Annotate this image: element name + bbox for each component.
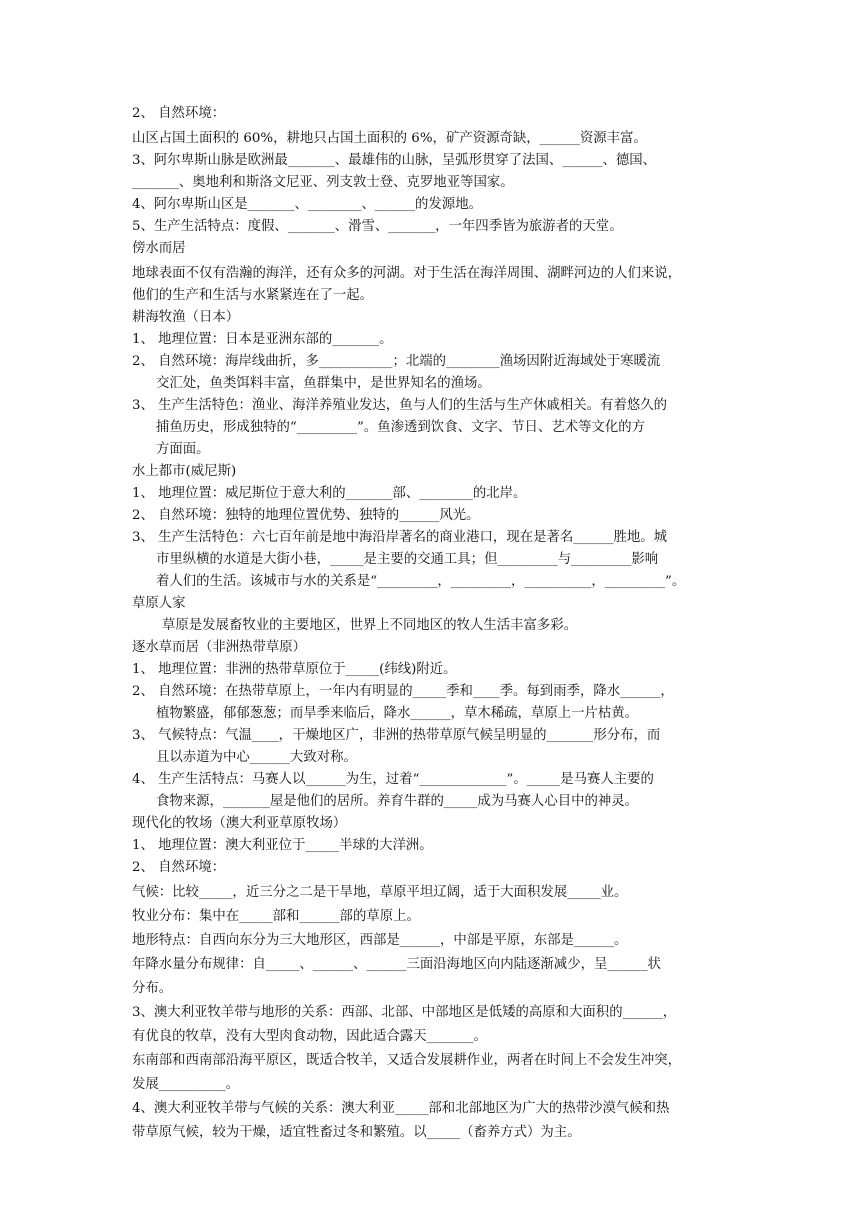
text-line: _______、奥地利和斯洛文尼亚、列支敦士登、克罗地亚等国家。 xyxy=(132,175,514,190)
text-line: 2、 自然环境： xyxy=(132,106,226,121)
text-line: 且以赤道为中心______大致对称。 xyxy=(156,750,357,765)
text-line: 2、 自然环境： xyxy=(132,860,226,875)
text-line: 5、生产生活特点：度假、_______、滑雪、_______，一年四季皆为旅游者的天堂。 xyxy=(132,219,623,234)
section-heading: 傍水而居 xyxy=(132,241,186,256)
subsection-heading: 水上都市(威尼斯) xyxy=(132,464,237,479)
text-line: 3、阿尔卑斯山脉是欧洲最_______、最雄伟的山脉，呈弧形贯穿了法国、______、德国、 xyxy=(132,153,657,168)
subsection-heading: 逐水草而居（非洲热带草原） xyxy=(132,640,307,655)
text-line: 发展__________。 xyxy=(132,1077,240,1092)
text-line: 1、 地理位置：日本是亚洲东部的_______。 xyxy=(132,332,393,347)
text-line: 2、 自然环境：独特的地理位置优势、独特的______风光。 xyxy=(132,508,480,523)
text-line: 2、 自然环境：在热带草原上，一年内有明显的_____季和____季。每到雨季，降水______， xyxy=(132,684,674,699)
text-line: 市里纵横的水道是大街小巷，_____是主要的交通工具；但_________与_________影响 xyxy=(156,552,659,567)
text-line: 东南部和西南部沿海平原区，既适合牧羊，又适合发展耕作业，两者在时间上不会发生冲突， xyxy=(132,1053,682,1068)
text-line: 地形特点：自西向东分为三大地形区，西部是______，中部是平原，东部是______。 xyxy=(132,933,628,948)
text-line: 他们的生产和生活与水紧紧连在了一起。 xyxy=(132,288,374,303)
text-line: 方面面。 xyxy=(156,442,210,457)
text-line: 4、阿尔卑斯山区是_______、________、______的发源地。 xyxy=(132,197,482,212)
text-line: 1、 地理位置：澳大利亚位于_____半球的大洋洲。 xyxy=(132,838,433,853)
text-line: 2、 自然环境：海岸线曲折，多___________；北端的________渔场因附近海域处于寒暖流 xyxy=(132,354,661,369)
text-line: 地球表面不仅有浩瀚的海洋，还有众多的河湖。对于生活在海洋周围、湖畔河边的人们来说， xyxy=(132,266,682,281)
text-line: 4、澳大利亚牧羊带与气候的关系：澳大利亚_____部和北部地区为广大的热带沙漠气候和热 xyxy=(132,1101,670,1116)
text-line: 交汇处，鱼类饵料丰富，鱼群集中，是世界知名的渔场。 xyxy=(156,376,491,391)
text-line: 4、 生产生活特点：马赛人以______为生，过着“_____________”。_____是马赛人主要的 xyxy=(132,772,654,787)
text-line: 3、 生产生活特色：六七百年前是地中海沿岸著名的商业港口，现在是著名______胜地。城 xyxy=(132,530,668,545)
text-line: 气候：比较_____，近三分之二是干旱地，草原平坦辽阔，适于大面积发展_____业。 xyxy=(132,885,628,900)
text-line: 有优良的牧草，没有大型肉食动物，因此适合露天_______。 xyxy=(132,1029,487,1044)
text-line: 山区占国土面积的 60%，耕地只占国土面积的 6%，矿产资源奇缺，______资源丰富。 xyxy=(132,131,647,146)
text-line: 草原是发展畜牧业的主要地区，世界上不同地区的牧人生活丰富多彩。 xyxy=(162,618,578,633)
text-line: 1、 地理位置：非洲的热带草原位于_____(纬线)附近。 xyxy=(132,662,457,677)
subsection-heading: 现代化的牧场（澳大利亚草原牧场） xyxy=(132,816,347,831)
text-line: 着人们的生活。该城市与水的关系是“_________，_________，__________，_________”。 xyxy=(156,574,686,589)
text-line: 食物来源，_______屋是他们的居所。养育牛群的_____成为马赛人心目中的神灵。 xyxy=(156,794,639,809)
text-line: 分布。 xyxy=(132,981,173,996)
text-line: 年降水量分布规律：自_____、______、______三面沿海地区向内陆逐渐减少，呈______状 xyxy=(132,957,661,972)
text-line: 3、澳大利亚牧羊带与地形的关系：西部、北部、中部地区是低矮的高原和大面积的______， xyxy=(132,1005,677,1020)
text-line: 1、 地理位置：威尼斯位于意大利的_______部、________的北岸。 xyxy=(132,486,527,501)
text-line: 捕鱼历史，形成独特的“_________”。鱼渗透到饮食、文字、节日、艺术等文化的方 xyxy=(156,420,646,435)
text-line: 牧业分布：集中在_____部和______部的草原上。 xyxy=(132,909,420,924)
text-line: 带草原气候，较为干燥，适宜牲畜过冬和繁殖。以_____（畜养方式）为主。 xyxy=(132,1125,581,1140)
section-heading: 草原人家 xyxy=(132,596,186,611)
subsection-heading: 耕海牧渔（日本） xyxy=(132,310,240,325)
text-line: 植物繁盛，郁郁葱葱；而旱季来临后，降水______，草木稀疏，草原上一片枯黄。 xyxy=(156,706,639,721)
text-line: 3、 气候特点：气温____，干燥地区广，非洲的热带草原气候呈明显的_______形分布，而 xyxy=(132,728,661,743)
text-line: 3、 生产生活特色：渔业、海洋养殖业发达，鱼与人们的生活与生产休戚相关。有着悠久的 xyxy=(132,398,668,413)
